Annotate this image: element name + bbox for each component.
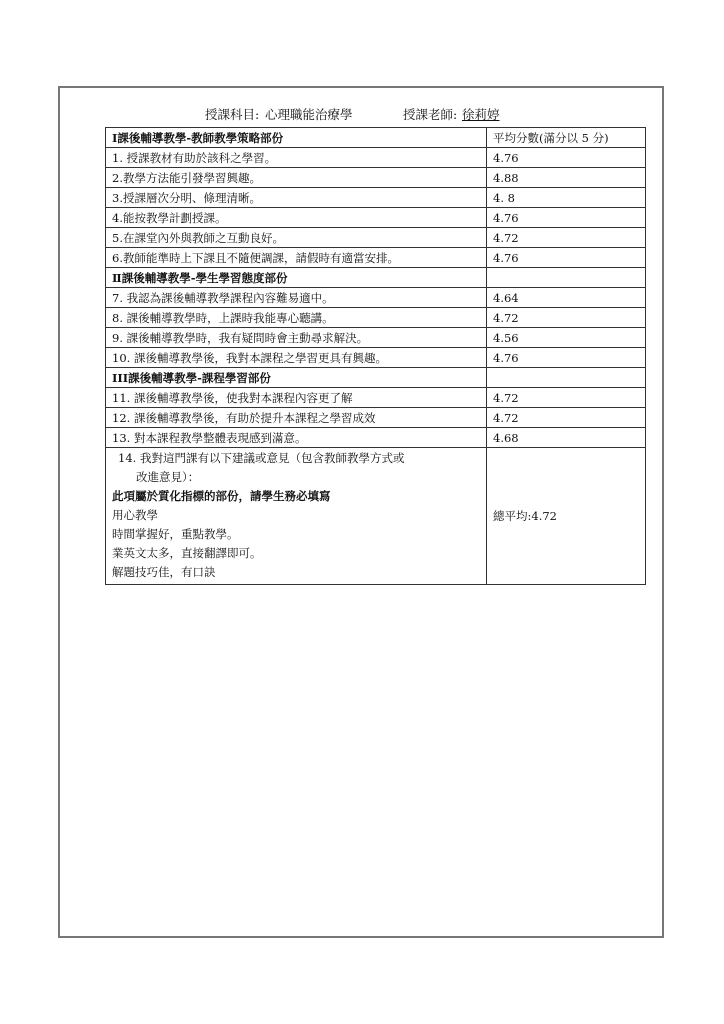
section-title: Ⅰ課後輔導教學-教師教學策略部份	[106, 128, 487, 148]
overall-average: 總平均:4.72	[487, 448, 646, 585]
comment-response: 業英文太多，直接翻譯即可。	[112, 546, 262, 560]
table-row	[106, 348, 646, 368]
question-text: 12. 課後輔導教學後，有助於提升本課程之學習成效	[106, 408, 487, 428]
score-value: 4.76	[487, 208, 646, 228]
teacher-value: 徐莉婷	[462, 107, 500, 122]
evaluation-table	[105, 127, 646, 585]
question-text: 13. 對本課程教學整體表現感到滿意。	[106, 428, 487, 448]
section-header-row	[106, 128, 646, 148]
course-header	[105, 106, 645, 124]
comment-response: 用心教學	[112, 508, 158, 522]
score-value: 4. 8	[487, 188, 646, 208]
table-row	[106, 188, 646, 208]
table-row	[106, 388, 646, 408]
question-text: 11. 課後輔導教學後，使我對本課程內容更了解	[106, 388, 487, 408]
score-value: 4.72	[487, 228, 646, 248]
score-value: 4.68	[487, 428, 646, 448]
comment-response: 時間掌握好，重點教學。	[112, 527, 239, 541]
table-row	[106, 308, 646, 328]
score-value: 4.76	[487, 248, 646, 268]
question-text: 3.授課層次分明、條理清晰。	[106, 188, 487, 208]
score-value: 4.76	[487, 348, 646, 368]
section-title: Ⅱ課後輔導教學-學生學習態度部份	[106, 268, 487, 288]
table-row	[106, 328, 646, 348]
comments-row	[106, 448, 646, 585]
score-value: 4.56	[487, 328, 646, 348]
score-value: 4.72	[487, 408, 646, 428]
table-row	[106, 408, 646, 428]
score-value: 4.88	[487, 168, 646, 188]
table-row	[106, 228, 646, 248]
table-row	[106, 428, 646, 448]
section-header-row	[106, 368, 646, 388]
question-text: 4.能按教學計劃授課。	[106, 208, 487, 228]
teacher-label: 授課老師:	[403, 107, 458, 122]
score-value: 4.64	[487, 288, 646, 308]
table-row	[106, 248, 646, 268]
comment-response: 解題技巧佳，有口訣	[112, 565, 216, 579]
comment-question-continued: 改進意見）：	[136, 470, 200, 484]
subject-label: 授課科目:	[205, 107, 260, 122]
score-value: 4.72	[487, 388, 646, 408]
table-row	[106, 208, 646, 228]
empty-cell	[487, 268, 646, 288]
question-text: 8. 課後輔導教學時，上課時我能專心聽講。	[106, 308, 487, 328]
question-text: 1. 授課教材有助於該科之學習。	[106, 148, 487, 168]
score-value: 4.72	[487, 308, 646, 328]
empty-cell	[487, 368, 646, 388]
subject-value: 心理職能治療學	[265, 107, 353, 122]
section-header-row	[106, 268, 646, 288]
question-text: 9. 課後輔導教學時，我有疑問時會主動尋求解決。	[106, 328, 487, 348]
table-row	[106, 288, 646, 308]
comment-question: 14. 我對這門課有以下建議或意見（包含教師教學方式或	[118, 451, 405, 465]
table-row	[106, 148, 646, 168]
question-text: 6.教師能準時上下課且不隨便調課，請假時有適當安排。	[106, 248, 487, 268]
question-text: 2.教學方法能引發學習興趣。	[106, 168, 487, 188]
table-row	[106, 168, 646, 188]
section-title: III課後輔導教學-課程學習部份	[106, 368, 487, 388]
question-text: 5.在課堂內外與教師之互動良好。	[106, 228, 487, 248]
question-text: 7. 我認為課後輔導教學課程內容難易適中。	[106, 288, 487, 308]
qualitative-note: 此項屬於質化指標的部份，請學生務必填寫	[112, 489, 331, 503]
comments-cell	[106, 448, 487, 585]
score-value: 4.76	[487, 148, 646, 168]
score-column-header: 平均分數(滿分以 5 分)	[487, 128, 646, 148]
question-text: 10. 課後輔導教學後，我對本課程之學習更具有興趣。	[106, 348, 487, 368]
